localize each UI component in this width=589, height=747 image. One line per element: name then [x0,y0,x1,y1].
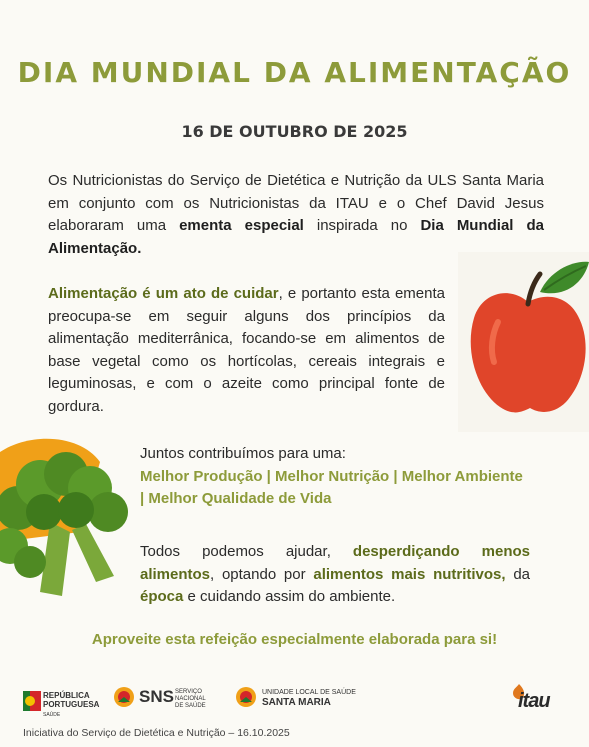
republica-sub: SAÚDE [43,712,61,718]
coat-of-arms-icon [23,691,41,711]
broccoli-icon [0,412,135,612]
uls-line-1: UNIDADE LOCAL DE SAÚDE [262,689,356,696]
page-title: DIA MUNDIAL DA ALIMENTAÇÃO [17,56,572,89]
footer-note: Iniciativa do Serviço de Dietética e Nutrição – 16.10.2025 [23,727,290,739]
republica-line-1: REPÚBLICA [43,691,90,700]
care-paragraph [48,283,445,418]
help-paragraph [140,541,530,609]
republica-portuguesa-logo [23,689,103,719]
intro-bold-1: ementa especial [179,217,304,234]
together-paragraph [140,443,537,511]
uls-line-2: SANTA MARIA [262,697,331,708]
help-bold-1: desperdiçando menos alimentos [140,543,530,583]
itau-logo [512,684,568,718]
help-text-1: Todos podemos ajudar, [140,543,353,560]
uls-santa-maria-logo [235,686,365,710]
apple-icon [458,252,589,432]
care-text: , e portanto esta ementa preocupa-se em seguir alguns dos princípios da alimentação mediterrânica, focando-se em alimentos de base vegetal como os hortícolas, cereais integrais e leguminosas, e com o azeite como principal fonte de gordura. [48,285,445,415]
event-date: 16 DE OUTUBRO DE 2025 [181,122,408,141]
sns-text: SNS [139,687,174,706]
intro-paragraph [48,170,544,260]
help-bold-3: época [140,588,184,605]
care-bold: Alimentação é um ato de cuidar [48,285,279,302]
help-text-4: e cuidando assim do ambiente. [183,588,396,605]
sns-emblem-icon [113,686,135,708]
intro-bold-2: Dia Mundial da Alimentação. [48,217,544,257]
together-line-1: Melhor Produção | Melhor Nutrição | Melhor Ambiente [140,467,523,485]
itau-text: itau [518,690,550,712]
uls-emblem-icon [235,686,257,708]
closing-message: Aproveite esta refeição especialmente elaborada para si! [91,631,498,648]
intro-text-2: inspirada no [303,217,421,234]
help-text-2: , optando por [210,565,314,583]
help-bold-2: alimentos mais nutritivos, [313,565,506,583]
intro-text-1: Os Nutricionistas do Serviço de Dietética e Nutrição da ULS Santa Maria em conjunto com os Nutricionistas da ITAU e o Chef David Jesus elaboraram uma [48,172,544,234]
republica-line-2: PORTUGUESA [43,700,100,709]
together-intro: Juntos contribuímos para uma: [140,445,346,462]
sns-logo [113,686,233,710]
sns-sub-1: SERVIÇO NACIONAL [175,689,206,702]
help-text-3: da [505,565,531,583]
together-line-2: | Melhor Qualidade de Vida [140,490,332,507]
sns-sub-2: DE SAÚDE [175,703,206,709]
